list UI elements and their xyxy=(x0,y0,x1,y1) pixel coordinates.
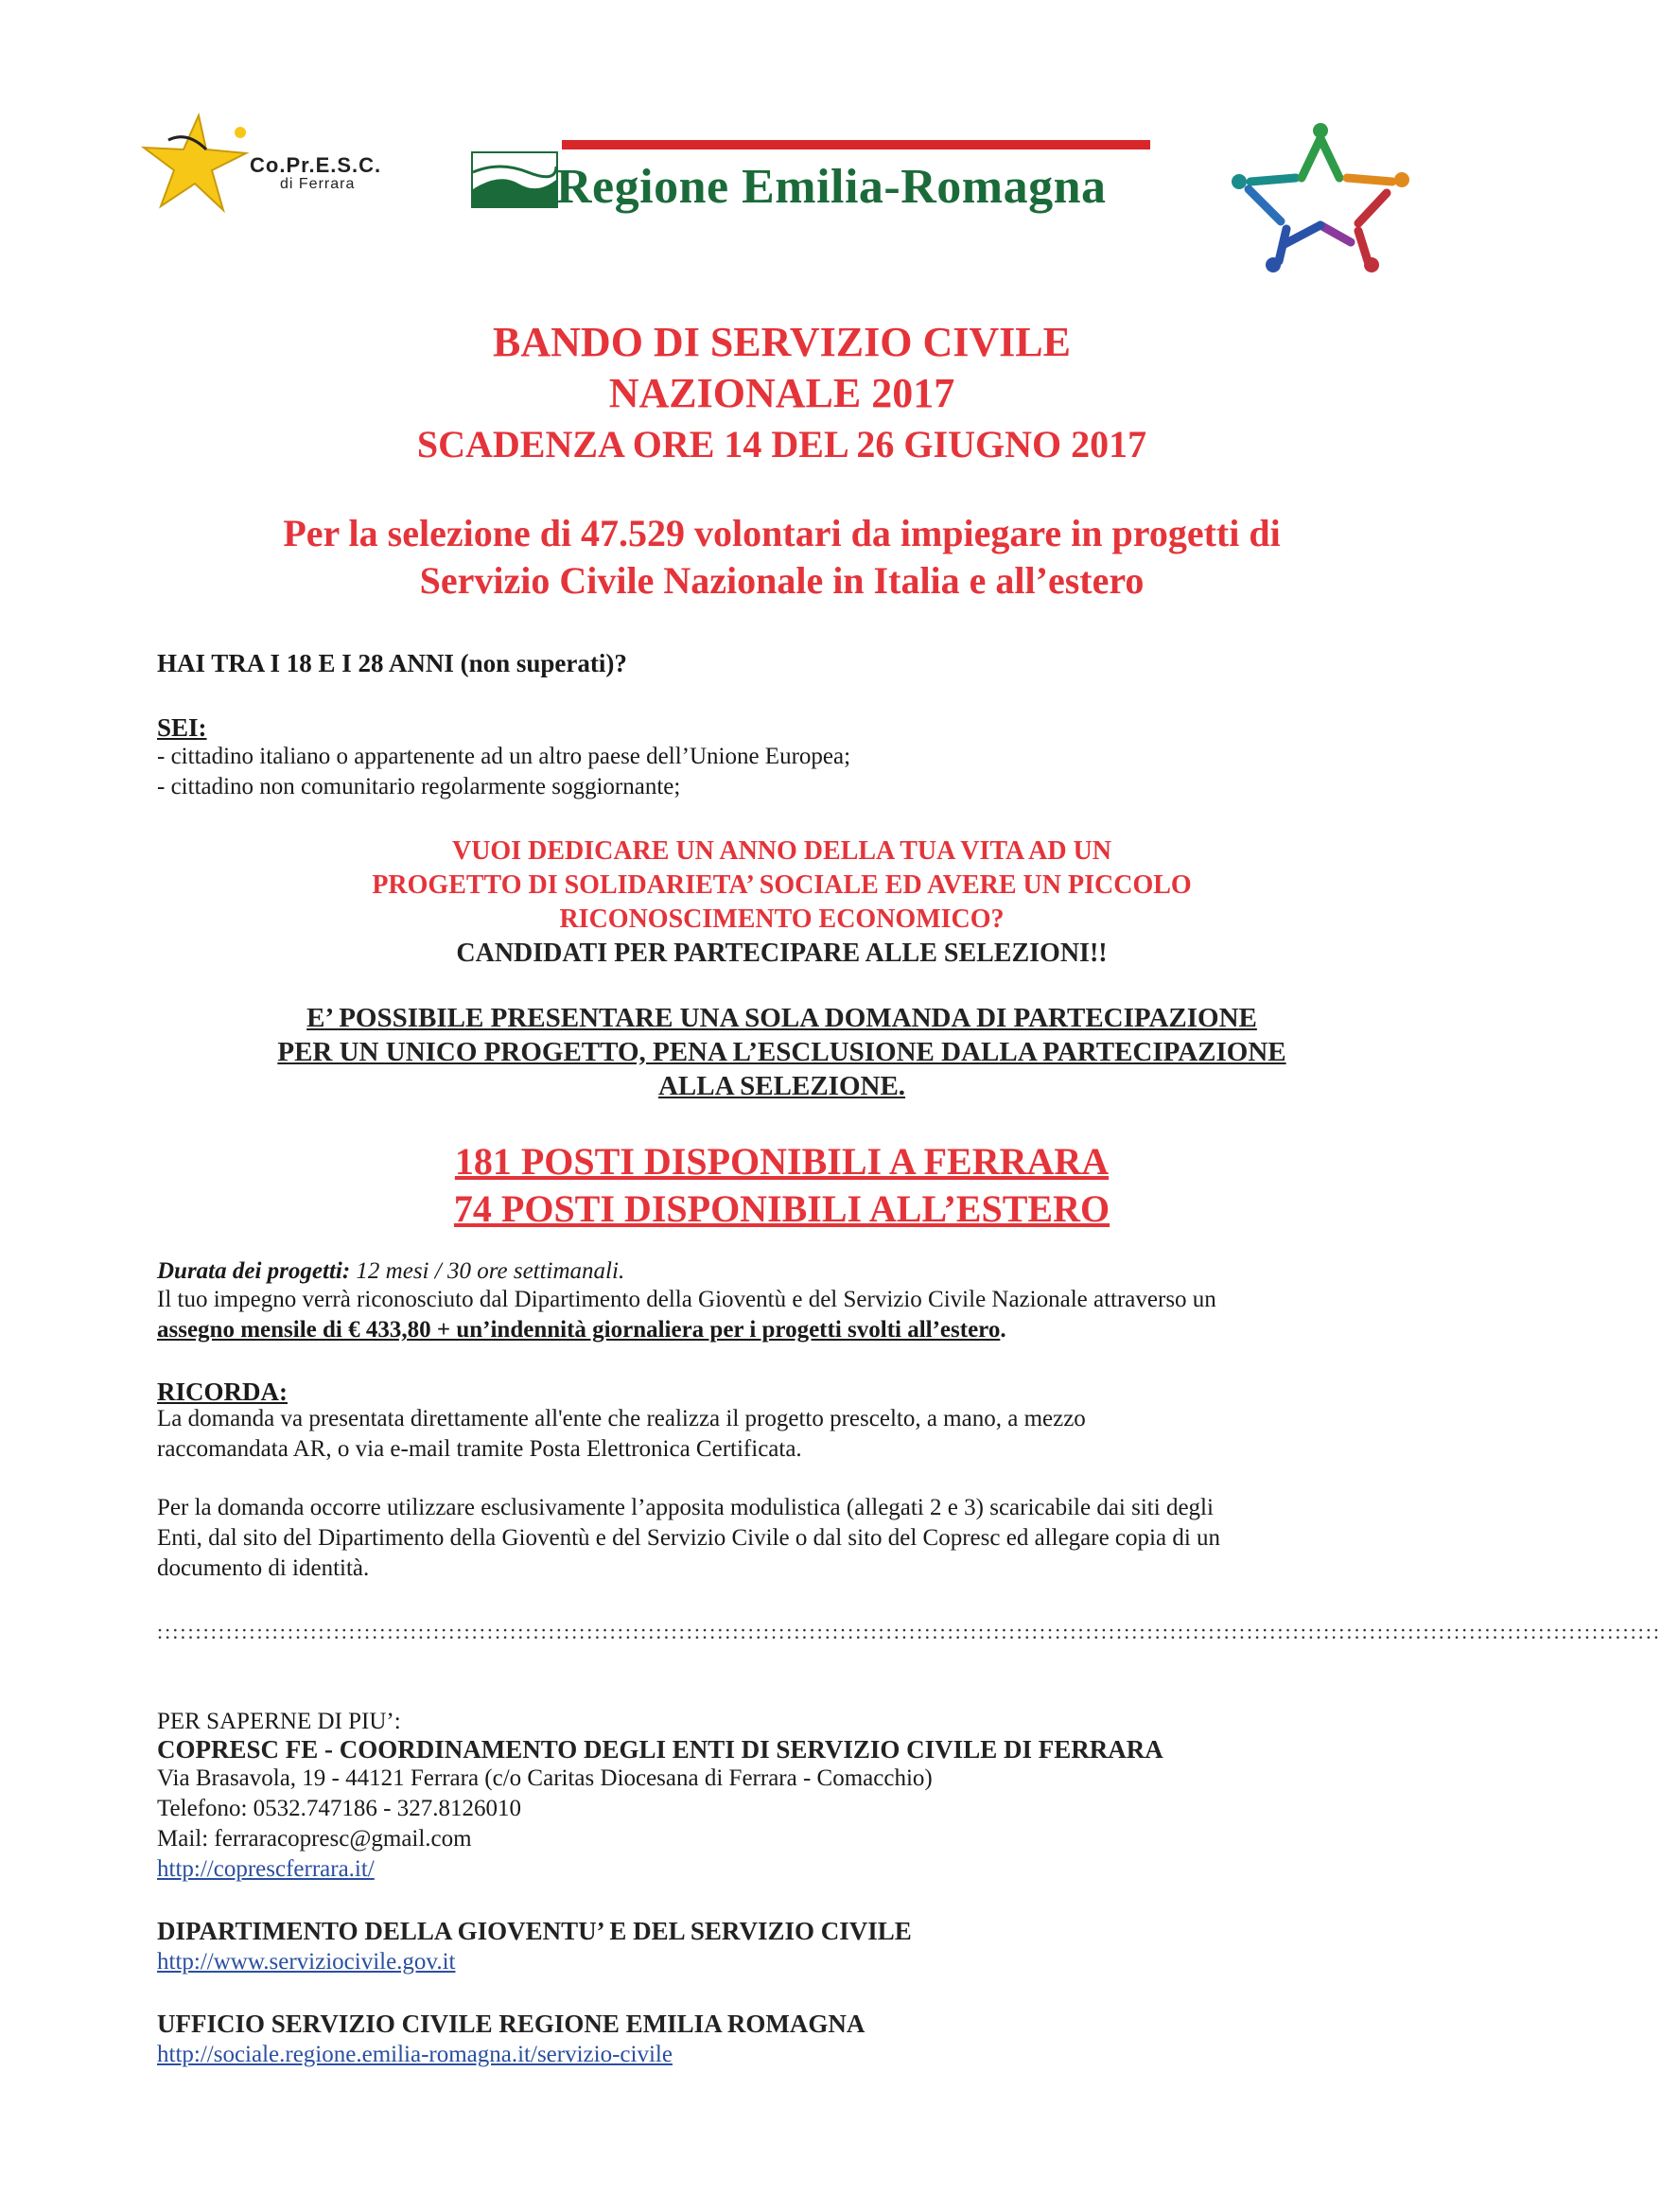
modulistica-line: documento di identità. xyxy=(157,1555,370,1581)
regione-name: Regione Emilia-Romagna xyxy=(556,160,1107,214)
durata-line2: Il tuo impegno verrà riconosciuto dal Dipartimento della Gioventù e del Servizio Civile Nazionale attraverso un xyxy=(157,1287,1216,1312)
durata-line3: assegno mensile di € 433,80 + un’indennità giornaliera per i progetti svolti all’estero. xyxy=(157,1317,1006,1343)
copresc-address: Via Brasavola, 19 - 44121 Ferrara (c/o Caritas Diocesana di Ferrara - Comacchio) xyxy=(157,1765,933,1791)
ufficio-link[interactable]: http://sociale.regione.emilia-romagna.it/servizio-civile xyxy=(157,2042,673,2067)
dipartimento-name: DIPARTIMENTO DELLA GIOVENTU’ E DEL SERVIZIO CIVILE xyxy=(157,1917,912,1945)
servizio-civile-logo xyxy=(1226,119,1415,271)
ricorda-line: La domanda va presentata direttamente all'ente che realizza il progetto prescelto, a mano, a mezzo xyxy=(157,1406,1086,1431)
callout-line2: PROGETTO DI SOLIDARIETA’ SOCIALE ED AVERE UN PICCOLO xyxy=(372,870,1192,900)
copresc-logo xyxy=(140,112,452,225)
copresc-phone: Telefono: 0532.747186 - 327.8126010 xyxy=(157,1796,522,1821)
assegno-text: assegno mensile di € 433,80 + un’indennità giornaliera per i progetti svolti all’estero xyxy=(157,1317,1001,1343)
dotted-separator: :::::::::::::::::::::::::::::::::::::::::::::::::::::::::::::::::::::::::::::::::::::::::::::::::::::::::::::::::::::::::::::::::::::::::::::::::::::::::::::::::::::::::::::::::::::::::::::::::::: xyxy=(157,1620,1661,1643)
posti-ferrara: 181 POSTI DISPONIBILI A FERRARA xyxy=(454,1140,1110,1183)
regione-logo xyxy=(471,140,1152,216)
servizio-civile-star-icon xyxy=(1226,119,1415,271)
subtitle-line2: Servizio Civile Nazionale in Italia e all’estero xyxy=(419,559,1145,602)
callout-line3: RICONOSCIMENTO ECONOMICO? xyxy=(559,904,1005,934)
regione-flag-icon xyxy=(471,151,558,208)
notice-line2: PER UN UNICO PROGETTO, PENA L’ESCLUSIONE DALLA PARTECIPAZIONE xyxy=(277,1037,1286,1067)
age-question: HAI TRA I 18 E I 28 ANNI (non superati)? xyxy=(157,649,627,677)
notice-line1: E’ POSSIBILE PRESENTARE UNA SOLA DOMANDA DI PARTECIPAZIONE xyxy=(306,1003,1257,1033)
ufficio-name: UFFICIO SERVIZIO CIVILE REGIONE EMILIA ROMAGNA xyxy=(157,2010,865,2038)
copresc-star-icon xyxy=(140,112,254,216)
contacts-intro: PER SAPERNE DI PIU’: xyxy=(157,1709,401,1734)
copresc-logo-subtext: di Ferrara xyxy=(280,176,356,192)
copresc-logo-text: Co.Pr.E.S.C. xyxy=(250,153,382,177)
durata-label: Durata dei progetti: xyxy=(157,1258,351,1284)
modulistica-line: Enti, dal sito del Dipartimento della Gioventù e del Servizio Civile o dal sito del Copresc ed allegare copia di un xyxy=(157,1525,1221,1551)
copresc-name: COPRESC FE - COORDINAMENTO DEGLI ENTI DI SERVIZIO CIVILE DI FERRARA xyxy=(157,1735,1163,1764)
page-title-line1: BANDO DI SERVIZIO CIVILE xyxy=(493,319,1071,365)
regione-red-bar xyxy=(562,140,1150,149)
dipartimento-link[interactable]: http://www.serviziocivile.gov.it xyxy=(157,1949,456,1975)
subtitle-line1: Per la selezione di 47.529 volontari da impiegare in progetti di xyxy=(283,512,1281,554)
durata-value: 12 mesi / 30 ore settimanali. xyxy=(350,1258,625,1284)
eligibility-item: - cittadino non comunitario regolarmente soggiornante; xyxy=(157,774,681,799)
deadline-heading: SCADENZA ORE 14 DEL 26 GIUGNO 2017 xyxy=(416,423,1147,465)
notice-line3: ALLA SELEZIONE. xyxy=(657,1071,906,1101)
ricorda-line: raccomandata AR, o via e-mail tramite Posta Elettronica Certificata. xyxy=(157,1436,802,1462)
modulistica-line: Per la domanda occorre utilizzare esclusivamente l’apposita modulistica (allegati 2 e 3) scaricabile dai siti degli xyxy=(157,1495,1214,1520)
durata-line xyxy=(157,1258,624,1285)
sei-heading: SEI: xyxy=(157,713,207,742)
callout-line4: CANDIDATI PER PARTECIPARE ALLE SELEZIONI!! xyxy=(456,939,1108,968)
callout-line1: VUOI DEDICARE UN ANNO DELLA TUA VITA AD UN xyxy=(451,836,1112,866)
eligibility-item: - cittadino italiano o appartenente ad un altro paese dell’Unione Europea; xyxy=(157,744,851,769)
copresc-mail: Mail: ferraracopresc@gmail.com xyxy=(157,1826,472,1852)
page-title-line2: NAZIONALE 2017 xyxy=(608,370,955,416)
ricorda-heading: RICORDA: xyxy=(157,1378,288,1406)
copresc-link[interactable]: http://coprescferrara.it/ xyxy=(157,1856,375,1882)
posti-estero: 74 POSTI DISPONIBILI ALL’ESTERO xyxy=(453,1187,1110,1230)
